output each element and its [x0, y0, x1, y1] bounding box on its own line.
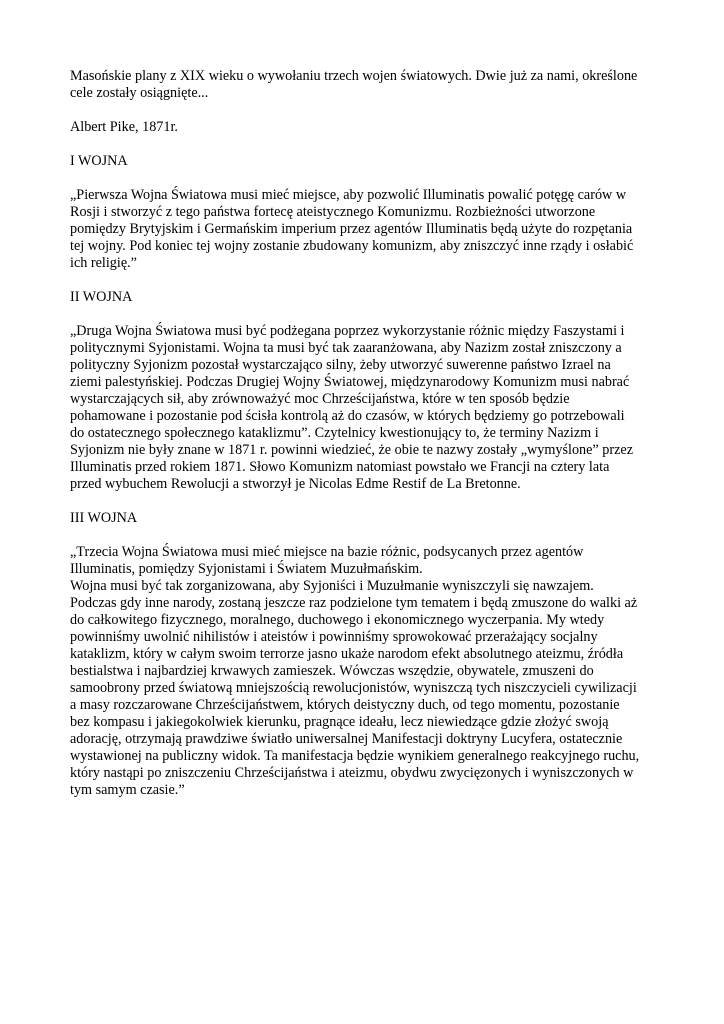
text-line: Wojna musi być tak zorganizowana, aby Syjoniści i Muzułmanie wyniszczyli się nawzajem.: [70, 578, 594, 594]
text-line: Illuminatis przed rokiem 1871. Słowo Komunizm natomiast powstało we Francji na cztery lata: [70, 459, 610, 475]
section-heading-2: II WOJNA: [70, 289, 133, 305]
text-line: powinniśmy uwolnić nihilistów i ateistów i powinniśmy sprowokować przerażający socjalny: [70, 629, 598, 645]
text-line: polityczny Syjonizm pozostał wystarczająco silny, żeby utworzyć suwerenne państwo Izrael na: [70, 357, 611, 373]
text-line: tym samym czasie.”: [70, 782, 185, 798]
text-line: a masy rozczarowane Chrześcijaństwem, których deistyczny duch, od tego momentu, pozostanie: [70, 697, 620, 713]
text-line: który nastąpi po zniszczeniu Chrześcijaństwa i ateizmu, obydwu zwycięzonych i wyniszczonych w: [70, 765, 634, 781]
text-line: Syjonizm nie były znane w 1871 r. powinni wiedzieć, że obie te nazwy zostały „wymyślone” przez: [70, 442, 633, 458]
text-line: Masońskie plany z XIX wieku o wywołaniu trzech wojen światowych. Dwie już za nami, określone: [70, 68, 638, 84]
text-line: samoobrony przed światową mniejszością rewolucjonistów, wyniszczą tych niszczycieli cywilizacji: [70, 680, 637, 696]
text-line: kataklizm, który w całym swoim terrorze jasno ukaże narodom efekt absolutnego ateizmu, źródła: [70, 646, 624, 662]
section-heading-3: III WOJNA: [70, 510, 138, 526]
text-line: „Trzecia Wojna Światowa musi mieć miejsce na bazie różnic, podsycanych przez agentów: [70, 544, 584, 560]
text-line: Podczas gdy inne narody, zostaną jeszcze raz podzielone tym tematem i będą zmuszone do walki aż: [70, 595, 638, 611]
text-line: pomiędzy Brytyjskim i Germańskim imperium przez agentów Illuminatis będą użyte do rozpętania: [70, 221, 633, 237]
text-line: tej wojny. Pod koniec tej wojny zostanie zbudowany komunizm, aby zniszczyć inne rządy i osłabić: [70, 238, 634, 254]
section-3-paragraph-2: [70, 578, 670, 799]
document-page: [70, 68, 670, 816]
text-line: do ostatecznego społecznego kataklizmu”. Czytelnicy kwestionujący to, że terminy Nazizm i: [70, 425, 599, 441]
text-line: adorację, otrzymają prawdziwe światło uniwersalnej Manifestacji doktryny Lucyfera, ostatecznie: [70, 731, 623, 747]
text-line: wystawionej na publiczny widok. Ta manifestacja będzie wynikiem generalnego reakcyjnego ruchu,: [70, 748, 640, 764]
intro-paragraph: [70, 68, 670, 102]
text-line: ziemi palestyńskiej. Podczas Drugiej Wojny Światowej, międzynarodowy Komunizm musi nabrać: [70, 374, 630, 390]
text-line: „Pierwsza Wojna Światowa musi mieć miejsce, aby pozwolić Illuminatis powalić potęgę carów w: [70, 187, 627, 203]
section-1-paragraph: [70, 187, 670, 272]
text-line: Illuminatis, pomiędzy Syjonistami i Światem Muzułmańskim.: [70, 561, 423, 577]
text-line: wystarczających sił, aby zrównoważyć moc Chrześcijaństwa, które w ten sposób będzie: [70, 391, 570, 407]
section-heading-1: I WOJNA: [70, 153, 128, 169]
text-line: bestialstwa i najbardziej krwawych zamieszek. Wówczas wszędzie, obywatele, zmuszeni do: [70, 663, 594, 679]
text-line: do całkowitego fizycznego, moralnego, duchowego i ekonomicznego wyczerpania. My wtedy: [70, 612, 605, 628]
text-line: ich religię.”: [70, 255, 137, 271]
text-line: cele zostały osiągnięte...: [70, 85, 209, 101]
author-line: Albert Pike, 1871r.: [70, 119, 178, 135]
section-3-paragraph-1: [70, 544, 670, 578]
text-line: bez kompasu i jakiegokolwiek kierunku, pragnące ideału, lecz niewiedzące gdzie złożyć swoją: [70, 714, 609, 730]
text-line: politycznymi Syjonistami. Wojna ta musi być tak zaaranżowana, aby Nazizm został zniszczony a: [70, 340, 622, 356]
text-line: pohamowane i pozostanie pod ścisła kontrolą aż do czasów, w których będziemy go potrzebowali: [70, 408, 625, 424]
text-line: „Druga Wojna Światowa musi być podżegana poprzez wykorzystanie różnic między Faszystami i: [70, 323, 625, 339]
text-line: przed wybuchem Rewolucji a stworzył je Nicolas Edme Restif de La Bretonne.: [70, 476, 521, 492]
text-line: Rosji i stworzyć z tego państwa fortecę ateistycznego Komunizmu. Rozbieżności utworzone: [70, 204, 596, 220]
section-2-paragraph: [70, 323, 670, 493]
